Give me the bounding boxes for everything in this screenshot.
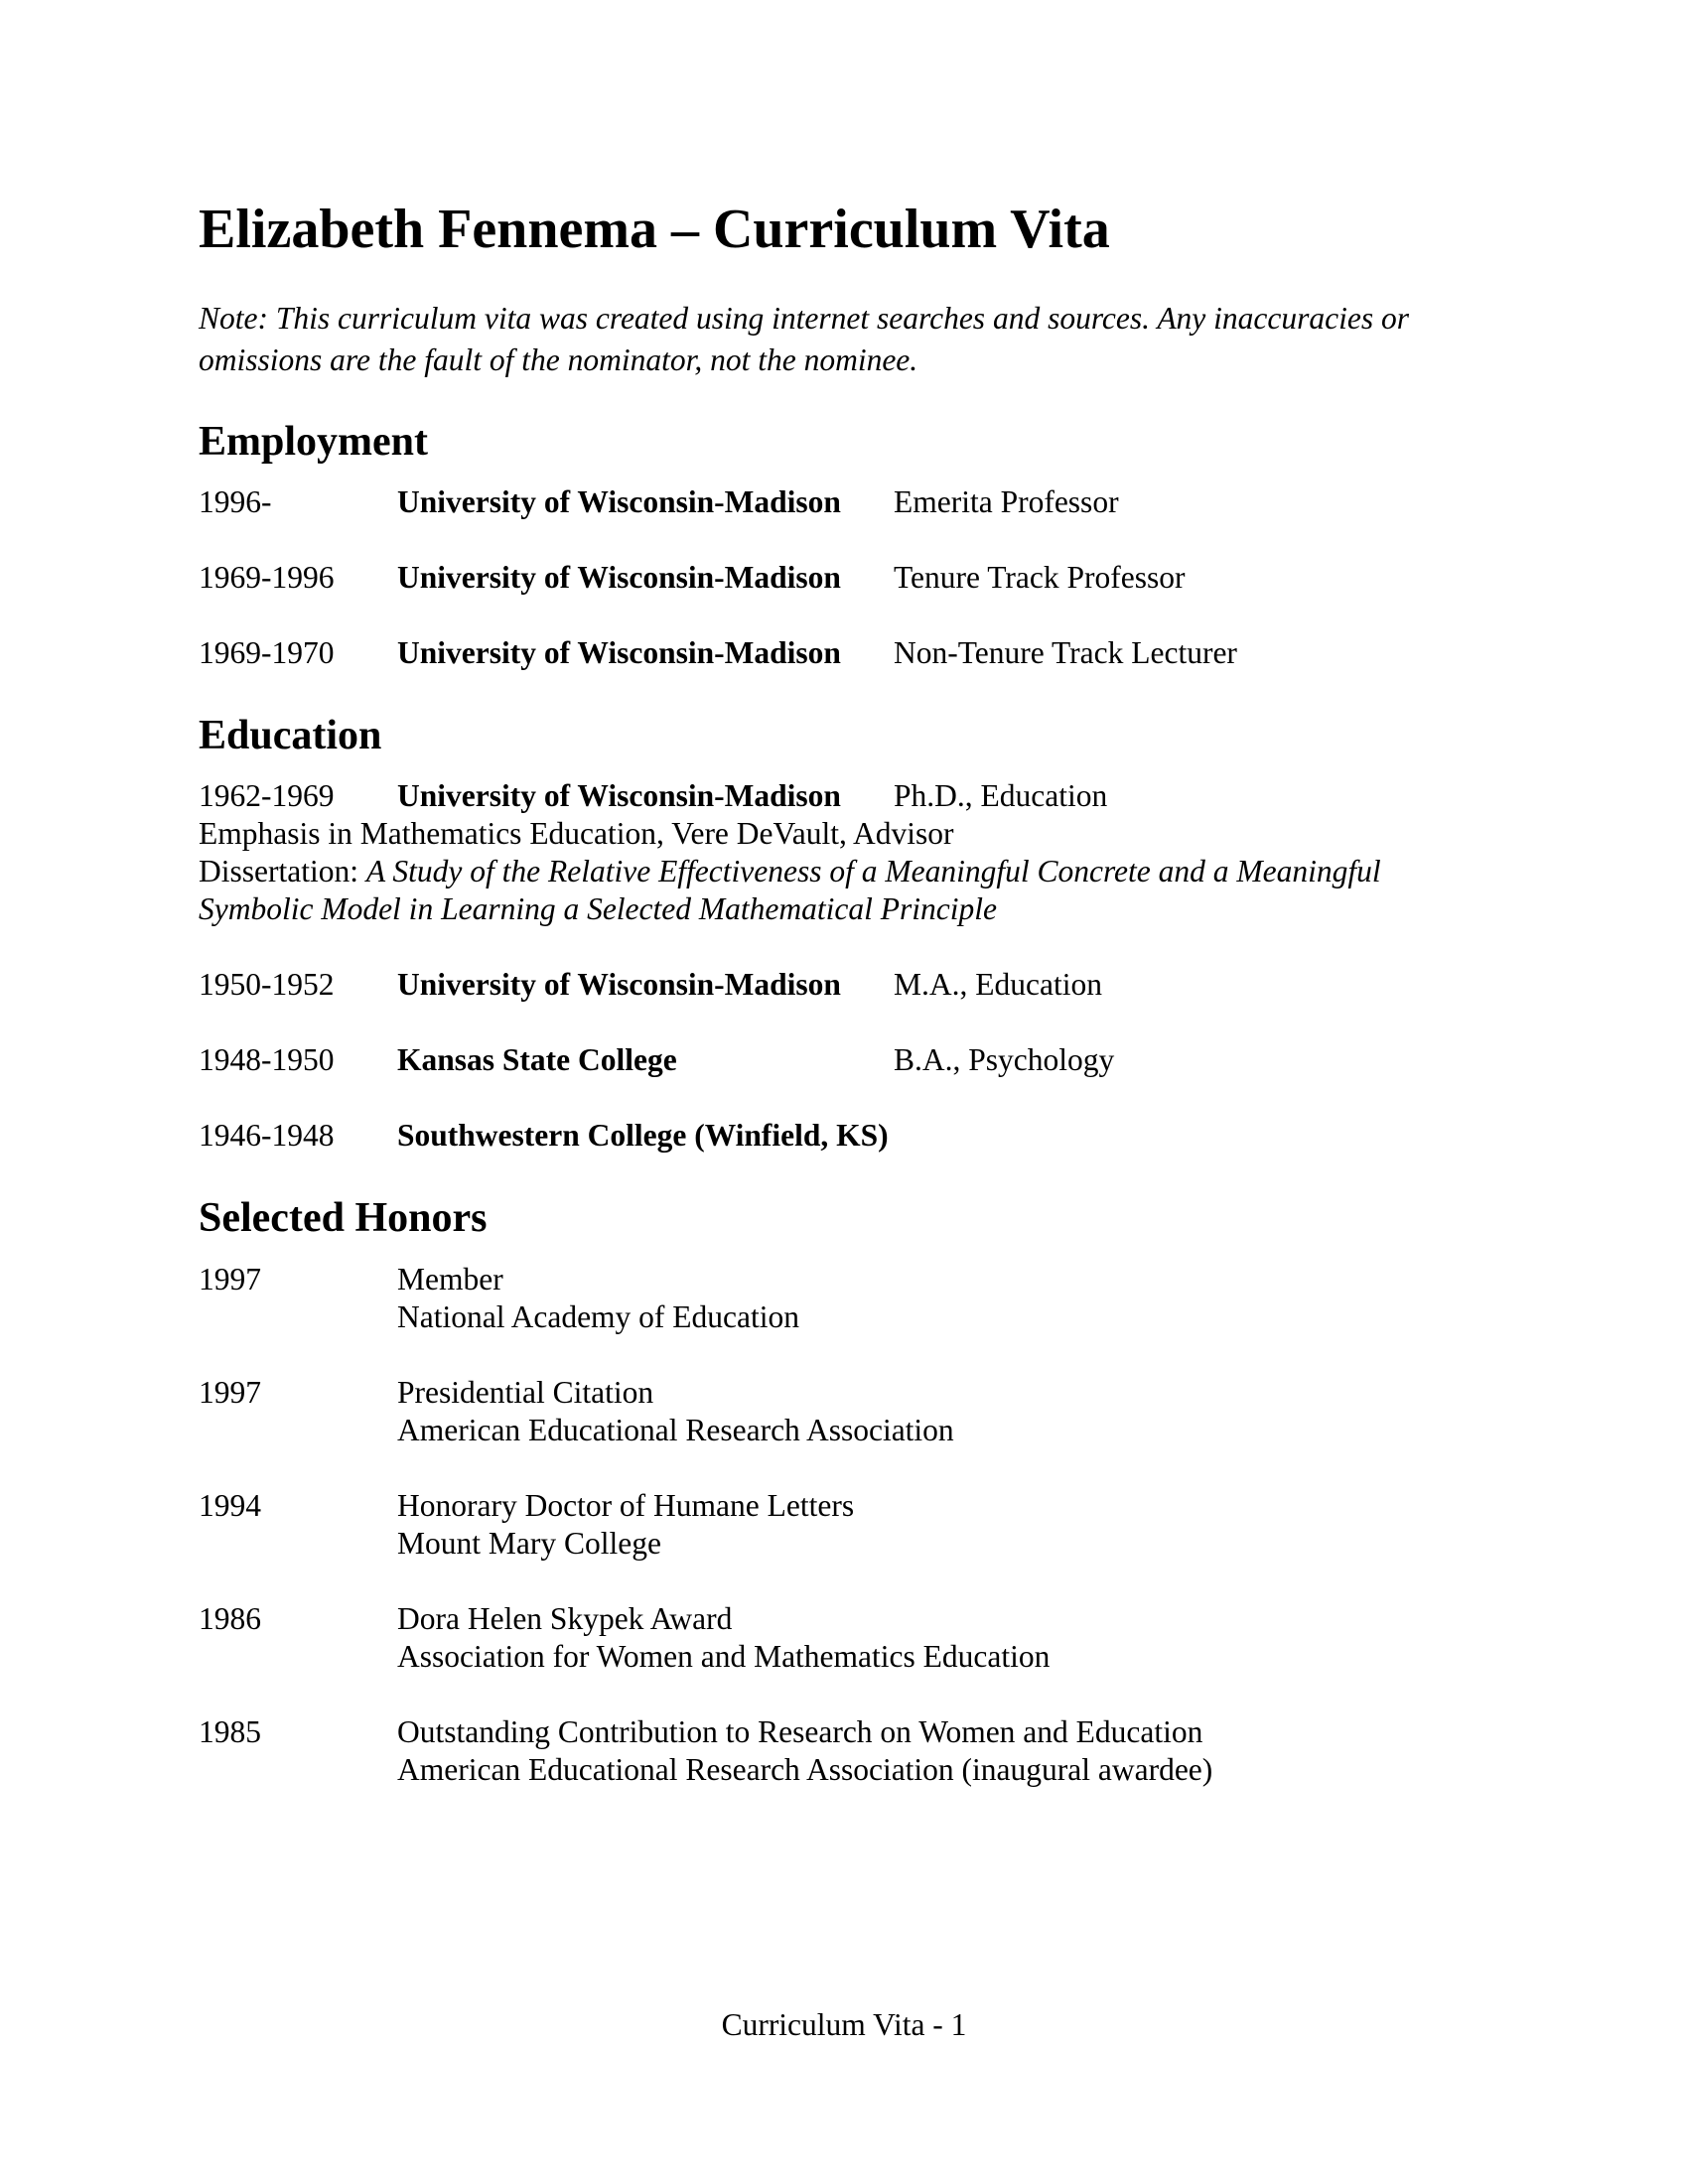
honor-organization: Association for Women and Mathematics Education <box>397 1639 1051 1674</box>
employment-heading: Employment <box>199 419 428 465</box>
honor-year: 1994 <box>199 1488 261 1523</box>
page-title: Elizabeth Fennema – Curriculum Vita <box>199 199 1110 260</box>
employment-role: Non-Tenure Track Lecturer <box>894 635 1237 670</box>
employment-role: Emerita Professor <box>894 484 1119 519</box>
honor-organization: American Educational Research Association <box>397 1413 954 1447</box>
employment-years: 1969-1996 <box>199 560 335 595</box>
honor-award: Dora Helen Skypek Award <box>397 1601 733 1636</box>
education-institution: University of Wisconsin-Madison <box>397 967 841 1002</box>
education-years: 1948-1950 <box>199 1042 335 1077</box>
dissertation-title-line1: A Study of the Relative Effectiveness of a Meaningful Concrete and a Meaningful <box>365 854 1381 888</box>
education-heading: Education <box>199 713 382 758</box>
employment-institution: University of Wisconsin-Madison <box>397 635 841 670</box>
education-entry <box>199 1116 1489 1156</box>
employment-institution: University of Wisconsin-Madison <box>397 484 841 519</box>
education-years: 1946-1948 <box>199 1118 335 1153</box>
honor-year: 1985 <box>199 1714 261 1749</box>
honor-award: Outstanding Contribution to Research on Women and Education <box>397 1714 1203 1749</box>
disclaimer-note: Note: This curriculum vita was created using internet searches and sources. Any inaccuracies or omissions are the fault of the nominator, not the nominee. <box>199 301 1409 377</box>
education-institution: Kansas State College <box>397 1042 677 1077</box>
education-entry <box>199 965 1489 1005</box>
education-entry-phd <box>199 776 1489 816</box>
employment-entry <box>199 633 1489 673</box>
honor-organization: American Educational Research Association (inaugural awardee) <box>397 1752 1213 1787</box>
honor-year: 1997 <box>199 1375 261 1410</box>
education-entry <box>199 1040 1489 1080</box>
honors-heading: Selected Honors <box>199 1195 488 1241</box>
honor-organization: Mount Mary College <box>397 1526 661 1561</box>
education-degree: M.A., Education <box>894 967 1102 1002</box>
education-degree: B.A., Psychology <box>894 1042 1115 1077</box>
honor-organization: National Academy of Education <box>397 1299 799 1334</box>
employment-institution: University of Wisconsin-Madison <box>397 560 841 595</box>
employment-years: 1996- <box>199 484 272 519</box>
education-degree: Ph.D., Education <box>894 778 1108 813</box>
honor-award: Member <box>397 1262 503 1297</box>
employment-entry <box>199 482 1489 522</box>
education-years: 1962-1969 <box>199 778 335 813</box>
dissertation-title-line2: Symbolic Model in Learning a Selected Mathematical Principle <box>199 891 997 926</box>
page-footer: Curriculum Vita - 1 <box>721 2007 967 2042</box>
employment-role: Tenure Track Professor <box>894 560 1186 595</box>
honor-award: Presidential Citation <box>397 1375 654 1410</box>
education-institution: University of Wisconsin-Madison <box>397 778 841 813</box>
education-emphasis: Emphasis in Mathematics Education, Vere DeVault, Advisor <box>199 816 954 851</box>
dissertation-line <box>199 852 1381 891</box>
honor-year: 1986 <box>199 1601 261 1636</box>
education-years: 1950-1952 <box>199 967 335 1002</box>
honor-award: Honorary Doctor of Humane Letters <box>397 1488 855 1523</box>
employment-entry <box>199 558 1489 598</box>
employment-years: 1969-1970 <box>199 635 335 670</box>
honor-year: 1997 <box>199 1262 261 1297</box>
education-institution: Southwestern College (Winfield, KS) <box>397 1118 889 1153</box>
dissertation-label: Dissertation: <box>199 854 366 888</box>
